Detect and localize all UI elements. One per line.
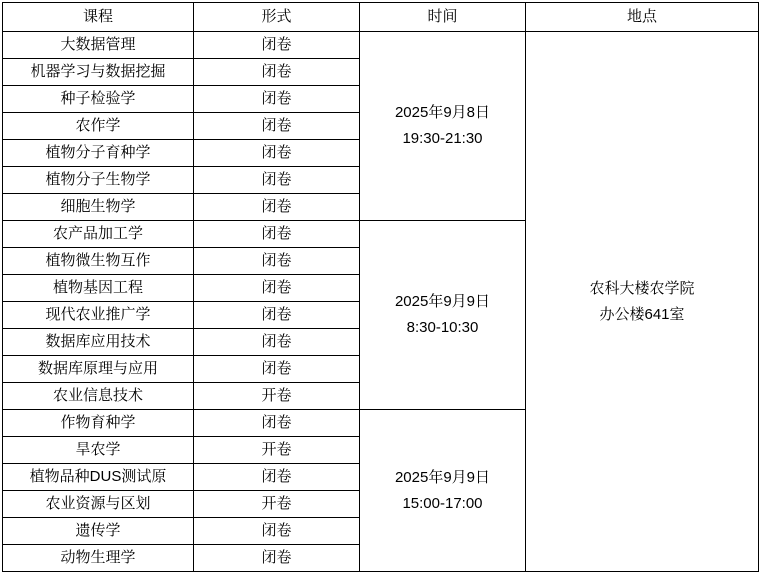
cell-form: 闭卷 bbox=[194, 545, 360, 572]
cell-course: 植物品种DUS测试原 bbox=[3, 464, 194, 491]
cell-course: 植物微生物互作 bbox=[3, 248, 194, 275]
column-header-course: 课程 bbox=[3, 3, 194, 32]
cell-form: 闭卷 bbox=[194, 194, 360, 221]
cell-form: 闭卷 bbox=[194, 32, 360, 59]
cell-form: 闭卷 bbox=[194, 113, 360, 140]
column-header-place: 地点 bbox=[526, 3, 759, 32]
exam-schedule-table bbox=[2, 2, 759, 572]
cell-form: 闭卷 bbox=[194, 329, 360, 356]
cell-course: 农业资源与区划 bbox=[3, 491, 194, 518]
cell-course: 数据库应用技术 bbox=[3, 329, 194, 356]
cell-course: 农产品加工学 bbox=[3, 221, 194, 248]
cell-form: 开卷 bbox=[194, 491, 360, 518]
cell-course: 数据库原理与应用 bbox=[3, 356, 194, 383]
cell-form: 闭卷 bbox=[194, 248, 360, 275]
cell-course: 植物基因工程 bbox=[3, 275, 194, 302]
cell-course: 植物分子生物学 bbox=[3, 167, 194, 194]
cell-form: 闭卷 bbox=[194, 86, 360, 113]
cell-form: 闭卷 bbox=[194, 275, 360, 302]
cell-form: 闭卷 bbox=[194, 167, 360, 194]
cell-time bbox=[360, 32, 526, 221]
time-line: 15:00-17:00 bbox=[402, 494, 483, 512]
table-header-row bbox=[3, 3, 759, 32]
cell-course: 种子检验学 bbox=[3, 86, 194, 113]
cell-form: 开卷 bbox=[194, 437, 360, 464]
time-line: 2025年9月8日 bbox=[394, 104, 491, 121]
time-line: 2025年9月9日 bbox=[394, 468, 491, 486]
cell-form: 闭卷 bbox=[194, 221, 360, 248]
cell-course: 动物生理学 bbox=[3, 545, 194, 572]
column-header-form: 形式 bbox=[194, 3, 360, 32]
cell-course: 农作学 bbox=[3, 113, 194, 140]
cell-form: 闭卷 bbox=[194, 518, 360, 545]
cell-time bbox=[360, 410, 526, 572]
time-line: 2025年9月9日 bbox=[394, 293, 491, 310]
cell-course: 细胞生物学 bbox=[3, 194, 194, 221]
cell-course: 作物育种学 bbox=[3, 410, 194, 437]
time-line: 8:30-10:30 bbox=[406, 319, 479, 336]
cell-course: 植物分子育种学 bbox=[3, 140, 194, 167]
cell-place bbox=[526, 32, 759, 572]
time-line: 19:30-21:30 bbox=[402, 130, 483, 147]
cell-form: 闭卷 bbox=[194, 140, 360, 167]
place-line: 办公楼641室 bbox=[599, 305, 685, 323]
column-header-time: 时间 bbox=[360, 3, 526, 32]
cell-form: 闭卷 bbox=[194, 302, 360, 329]
cell-course: 农业信息技术 bbox=[3, 383, 194, 410]
cell-course: 大数据管理 bbox=[3, 32, 194, 59]
cell-form: 开卷 bbox=[194, 383, 360, 410]
cell-form: 闭卷 bbox=[194, 59, 360, 86]
table-row bbox=[3, 32, 759, 59]
table-body bbox=[3, 32, 759, 572]
cell-course: 现代农业推广学 bbox=[3, 302, 194, 329]
cell-course: 遗传学 bbox=[3, 518, 194, 545]
cell-course: 机器学习与数据挖掘 bbox=[3, 59, 194, 86]
cell-form: 闭卷 bbox=[194, 356, 360, 383]
cell-form: 闭卷 bbox=[194, 410, 360, 437]
cell-form: 闭卷 bbox=[194, 464, 360, 491]
place-line: 农科大楼农学院 bbox=[589, 279, 695, 297]
cell-time bbox=[360, 221, 526, 410]
cell-course: 旱农学 bbox=[3, 437, 194, 464]
